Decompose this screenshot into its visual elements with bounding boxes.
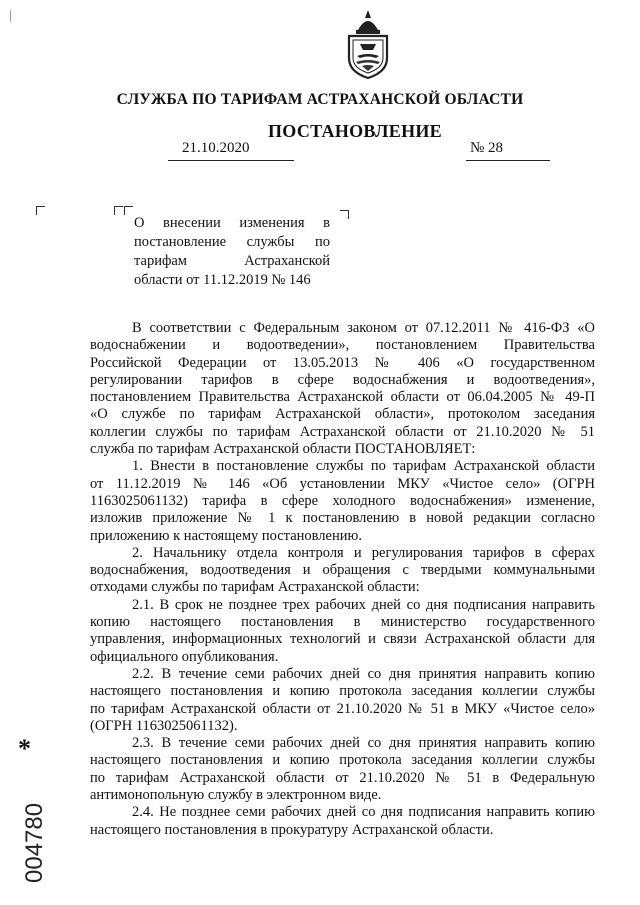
document-subject bbox=[134, 214, 330, 290]
body-line: (ОГРН 1163025061132). bbox=[90, 717, 238, 734]
body-line: 2.1. В срок не позднее трех рабочих дней со дня подписания направить bbox=[132, 596, 595, 613]
body-line: по тарифам Астраханской области от 21.10.2020 № 51 в МКУ «Чистое село» bbox=[90, 700, 595, 717]
body-line: копию настоящего постановления в министерство государственного bbox=[90, 614, 595, 631]
body-line: настоящего постановления и копию протокола заседания коллегии службы bbox=[90, 683, 595, 700]
body-line: 1. Внести в постановление службы по тарифам Астраханской области bbox=[132, 458, 595, 475]
body-line: 1163025061132) тарифа в сфере холодного водоснабжения» изменение, bbox=[90, 492, 595, 509]
body-line: антимонопольную службу в электронном виде. bbox=[90, 787, 382, 804]
scan-edge-mark bbox=[10, 10, 11, 22]
registration-stamp-number bbox=[14, 775, 54, 885]
date-underline bbox=[168, 160, 294, 161]
subject-line: области от 11.12.2019 № 146 bbox=[134, 272, 311, 288]
body-line: 2.4. Не позднее семи рабочих дней со дня подписания направить копию bbox=[132, 804, 595, 821]
coat-of-arms-emblem bbox=[340, 8, 396, 80]
subject-corner-right bbox=[340, 210, 349, 219]
document-type-title: ПОСТАНОВЛЕНИЕ bbox=[268, 121, 442, 141]
document-body bbox=[90, 320, 595, 839]
body-line: водоснабжения, водоотведения и обращения с твердыми коммунальными bbox=[90, 562, 595, 579]
subject-corner-left bbox=[124, 206, 133, 215]
margin-corner-mark bbox=[36, 206, 45, 215]
body-line: Российской Федерации от 13.05.2013 № 406 «О государственном bbox=[90, 354, 595, 371]
body-line: коллегии службы по тарифам Астраханской области от 21.10.2020 № 51 bbox=[90, 423, 595, 440]
organization-name: СЛУЖБА ПО ТАРИФАМ АСТРАХАНСКОЙ ОБЛАСТИ bbox=[116, 91, 524, 108]
body-line: служба по тарифам Астраханской области ПОСТАНОВЛЯЕТ: bbox=[90, 441, 476, 458]
body-line: водоснабжении и водоотведении», постановлением Правительства bbox=[90, 337, 595, 354]
body-line: 2.2. В течение семи рабочих дней со дня принятия направить копию bbox=[132, 665, 595, 682]
subject-corner-left bbox=[114, 206, 123, 215]
document-number: № 28 bbox=[470, 140, 504, 156]
body-line: по тарифам Астраханской области от 21.10.2020 № 51 в Федеральную bbox=[90, 769, 595, 786]
stamp-number-text: 004780 bbox=[21, 802, 48, 883]
body-line: 2. Начальнику отдела контроля и регулирования тарифов в сферах bbox=[132, 544, 595, 561]
body-line: приложению к настоящему постановлению. bbox=[90, 527, 362, 544]
subject-line: постановление службы по bbox=[134, 234, 330, 250]
subject-line: О внесении изменения в bbox=[134, 215, 330, 231]
body-line: изложив приложение № 1 к постановлению в новой редакции согласно bbox=[90, 510, 595, 527]
number-underline bbox=[466, 160, 550, 161]
body-line: 2.3. В течение семи рабочих дней со дня принятия направить копию bbox=[132, 735, 595, 752]
body-line: от 11.12.2019 № 146 «Об установлении МКУ «Чистое село» (ОГРН bbox=[90, 475, 595, 492]
body-line: настоящего постановления и копию протокола заседания коллегии службы bbox=[90, 752, 595, 769]
body-line: регулировании тарифов в сфере водоснабжения и водоотведения», bbox=[90, 371, 595, 388]
body-line: отходами службы по тарифам Астраханской области: bbox=[90, 579, 420, 596]
body-line: управления, информационных технологий и связи Астраханской области для bbox=[90, 631, 595, 648]
subject-line: тарифам Астраханской bbox=[134, 253, 330, 269]
document-date: 21.10.2020 bbox=[182, 140, 250, 156]
body-line: В соответствии с Федеральным законом от 07.12.2011 № 416-ФЗ «О bbox=[132, 320, 595, 336]
body-line: «О службе по тарифам Астраханской области», протоколом заседания bbox=[90, 406, 595, 423]
body-line: настоящего постановления в прокуратуру Астраханской области. bbox=[90, 821, 494, 838]
margin-asterisk: * bbox=[18, 734, 31, 763]
body-line: официального опубликования. bbox=[90, 648, 279, 665]
body-line: постановлением Правительства Астраханской области от 06.04.2005 № 49-П bbox=[90, 389, 595, 406]
